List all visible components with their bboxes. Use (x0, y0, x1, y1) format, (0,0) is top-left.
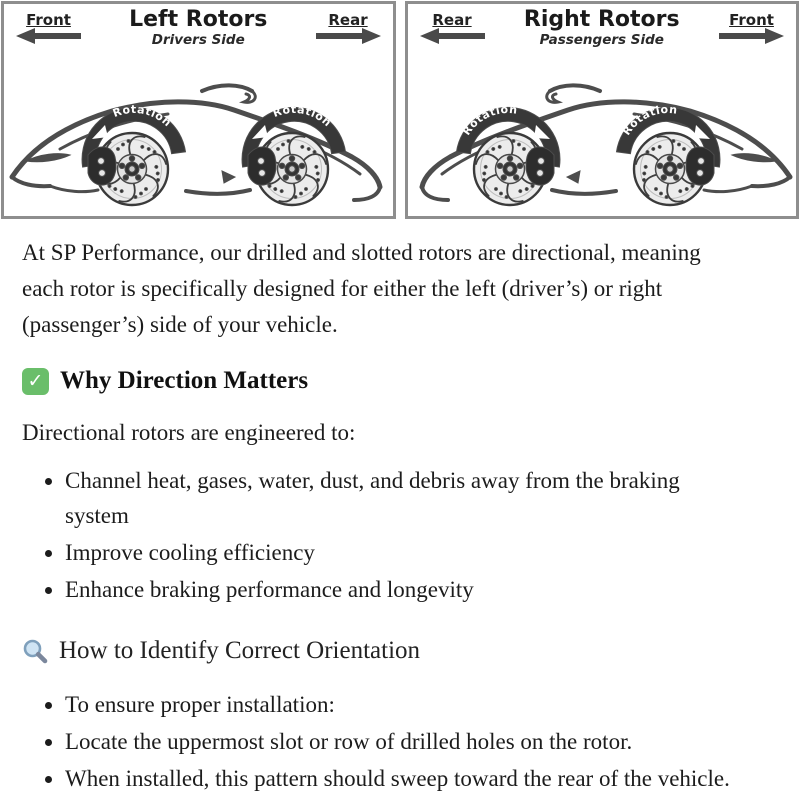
rotation-label: Rotation (459, 102, 518, 138)
section-title: How to Identify Correct Orientation (59, 637, 421, 664)
section-heading-why-direction-matters (22, 367, 736, 395)
list-item: • Improve cooling efficiency (65, 535, 736, 570)
panel-subtitle: Passengers Side (539, 32, 664, 48)
front-label: Front (26, 11, 71, 29)
intro-paragraph: At SP Performance, our drilled and slotted rotors are directional, meaning each rotor is specifically designed for either the left (driver’s) or right (passenger’s) side of your vehicle. (22, 240, 701, 337)
benefits-list (22, 463, 736, 607)
list-item: • Enhance braking performance and longevity (65, 572, 736, 607)
right-arrow-icon (719, 28, 784, 44)
section-lead: Directional rotors are engineered to: (22, 420, 356, 445)
rear-direction-indicator (316, 11, 381, 44)
right-car-illustration (408, 59, 798, 217)
rear-label: Rear (328, 11, 368, 29)
rear-label: Rear (432, 11, 472, 29)
right-rotors-panel (405, 1, 800, 219)
rotation-label: Rotation (619, 102, 678, 138)
section-heading-identify-orientation (22, 637, 736, 665)
rotation-label: Rotation (111, 102, 175, 130)
orientation-steps-list (22, 687, 736, 796)
front-direction-indicator (719, 11, 784, 44)
rotor-direction-diagram (0, 0, 800, 219)
front-label: Front (729, 11, 774, 29)
list-item: • When installed, this pattern should sweep toward the rear of the vehicle. (65, 761, 736, 796)
section-title: Why Direction Matters (60, 367, 309, 394)
panel-subtitle: Drivers Side (151, 32, 245, 48)
right-arrow-icon (316, 28, 381, 44)
check-icon: ✓ (22, 368, 49, 395)
list-item: • To ensure proper installation: (65, 687, 736, 722)
article-body (0, 235, 758, 796)
panel-title: Left Rotors (129, 7, 268, 32)
left-rotors-panel (1, 1, 396, 219)
magnifier-icon (22, 638, 49, 665)
list-item: • Channel heat, gases, water, dust, and debris away from the braking system (65, 463, 736, 533)
left-panel-header (4, 4, 393, 59)
rotation-label: Rotation (271, 102, 335, 130)
right-panel-header (408, 4, 797, 59)
panel-title: Right Rotors (523, 7, 680, 32)
list-item: • Locate the uppermost slot or row of drilled holes on the rotor. (65, 724, 736, 759)
left-car-illustration (4, 59, 394, 217)
